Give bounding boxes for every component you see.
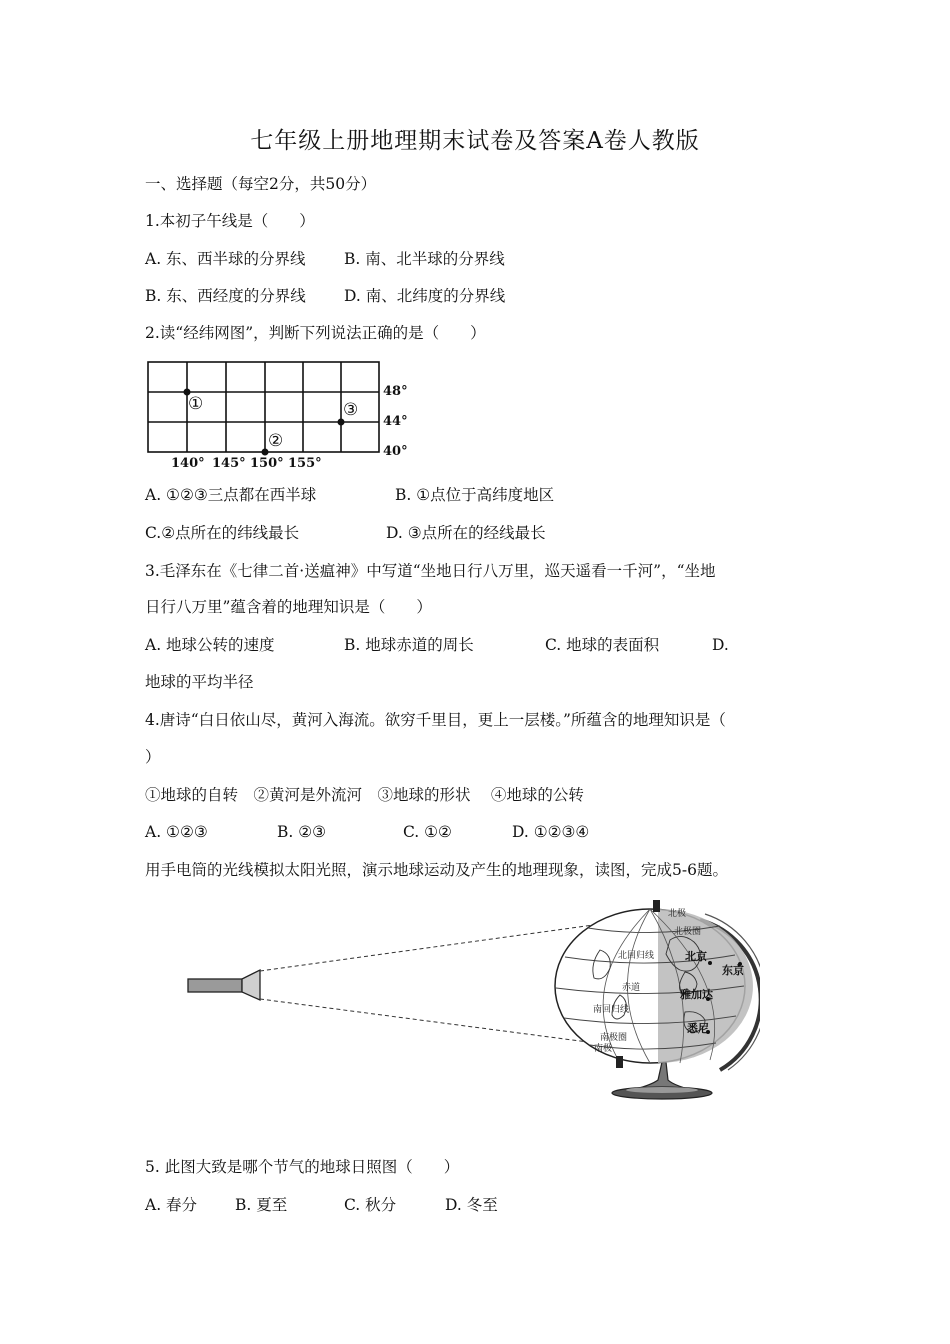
- globe-label-arctic-circle: 北极圈: [674, 927, 702, 937]
- q5-option-c: C. 秋分: [344, 1196, 397, 1214]
- globe-label-jakarta: 雅加达: [680, 988, 713, 1001]
- q3-option-c: C. 地球的表面积: [545, 636, 660, 654]
- lat-label-44: 44°: [383, 414, 408, 429]
- q1-stem: 1.本初子午线是（ ）: [145, 212, 315, 230]
- q3-option-a: A. 地球公转的速度: [145, 636, 275, 654]
- lon-label-145: 145°: [212, 456, 246, 471]
- lat-label-48: 48°: [383, 384, 408, 399]
- q3-option-d-text: 地球的平均半径: [145, 673, 254, 691]
- q5-option-b: B. 夏至: [235, 1196, 288, 1214]
- q4-option-d: D. ①②③④: [512, 823, 590, 841]
- q4-statements: ①地球的自转 ②黄河是外流河 ③地球的形状 ④地球的公转: [145, 786, 584, 804]
- page-title: 七年级上册地理期末试卷及答案A卷人教版: [250, 128, 700, 154]
- q4-stem-line1: 4.唐诗“白日依山尽，黄河入海流。欲穷千里目，更上一层楼。”所蕴含的地理知识是（: [145, 711, 726, 729]
- globe-illumination-figure: [180, 900, 760, 1100]
- grid-point-3-label: ③: [343, 400, 359, 420]
- flashlight-icon: [188, 970, 260, 1000]
- q4-stem-line2: ）: [145, 748, 161, 766]
- lat-label-40: 40°: [383, 444, 408, 459]
- q1-option-b: B. 南、北半球的分界线: [344, 250, 505, 268]
- q2-option-a: A. ①②③三点都在西半球: [145, 486, 317, 504]
- globe-label-beijing: 北京: [685, 950, 707, 963]
- globe-label-sydney: 悉尼: [687, 1022, 709, 1035]
- q3-option-b: B. 地球赤道的周长: [344, 636, 474, 654]
- q5-6-intro: 用手电筒的光线模拟太阳光照，演示地球运动及产生的地理现象，读图，完成5-6题。: [145, 861, 728, 879]
- q1-option-a: A. 东、西半球的分界线: [145, 250, 306, 268]
- globe-label-north-pole: 北极: [668, 909, 687, 919]
- lon-label-150: 150°: [250, 456, 284, 471]
- q2-option-b: B. ①点位于高纬度地区: [395, 486, 555, 504]
- globe-label-equator: 赤道: [622, 983, 641, 993]
- q5-option-a: A. 春分: [145, 1196, 198, 1214]
- q1-option-d: D. 南、北纬度的分界线: [344, 287, 506, 305]
- grid-point-2-label: ②: [268, 431, 284, 451]
- q2-option-d: D. ③点所在的经线最长: [386, 524, 546, 542]
- q1-option-c: B. 东、西经度的分界线: [145, 287, 306, 305]
- globe-label-tropic-capricorn: 南回归线: [593, 1005, 630, 1015]
- q5-option-d: D. 冬至: [445, 1196, 498, 1214]
- globe-label-south-pole: 南极: [594, 1044, 613, 1054]
- q3-stem-line1: 3.毛泽东在《七律二首·送瘟神》中写道“坐地日行八万里，巡天遥看一千河”，“坐地: [145, 562, 716, 580]
- q4-option-c: C. ①②: [403, 823, 452, 841]
- q4-option-a: A. ①②③: [145, 823, 208, 841]
- globe-stand: [612, 1062, 712, 1099]
- q5-stem: 5. 此图大致是哪个节气的地球日照图（ ）: [145, 1158, 460, 1176]
- globe-label-tokyo: 东京: [722, 964, 744, 977]
- globe-label-tropic-cancer: 北回归线: [618, 951, 655, 961]
- lon-label-140: 140°: [171, 456, 205, 471]
- grid-point-1-label: ①: [188, 394, 204, 414]
- lat-lon-grid-figure: [140, 356, 420, 472]
- globe-label-antarctic-circle: 南极圈: [600, 1033, 628, 1043]
- q3-option-d-marker: D.: [712, 636, 729, 654]
- q3-stem-line2: 日行八万里”蕴含着的地理知识是（ ）: [145, 598, 432, 616]
- section-heading: 一、选择题（每空2分，共50分）: [145, 175, 377, 193]
- globe: [555, 900, 753, 1068]
- q4-option-b: B. ②③: [277, 823, 327, 841]
- lon-label-155: 155°: [288, 456, 322, 471]
- q2-option-c: C.②点所在的纬线最长: [145, 524, 300, 542]
- q2-stem: 2.读“经纬网图”，判断下列说法正确的是（ ）: [145, 324, 486, 342]
